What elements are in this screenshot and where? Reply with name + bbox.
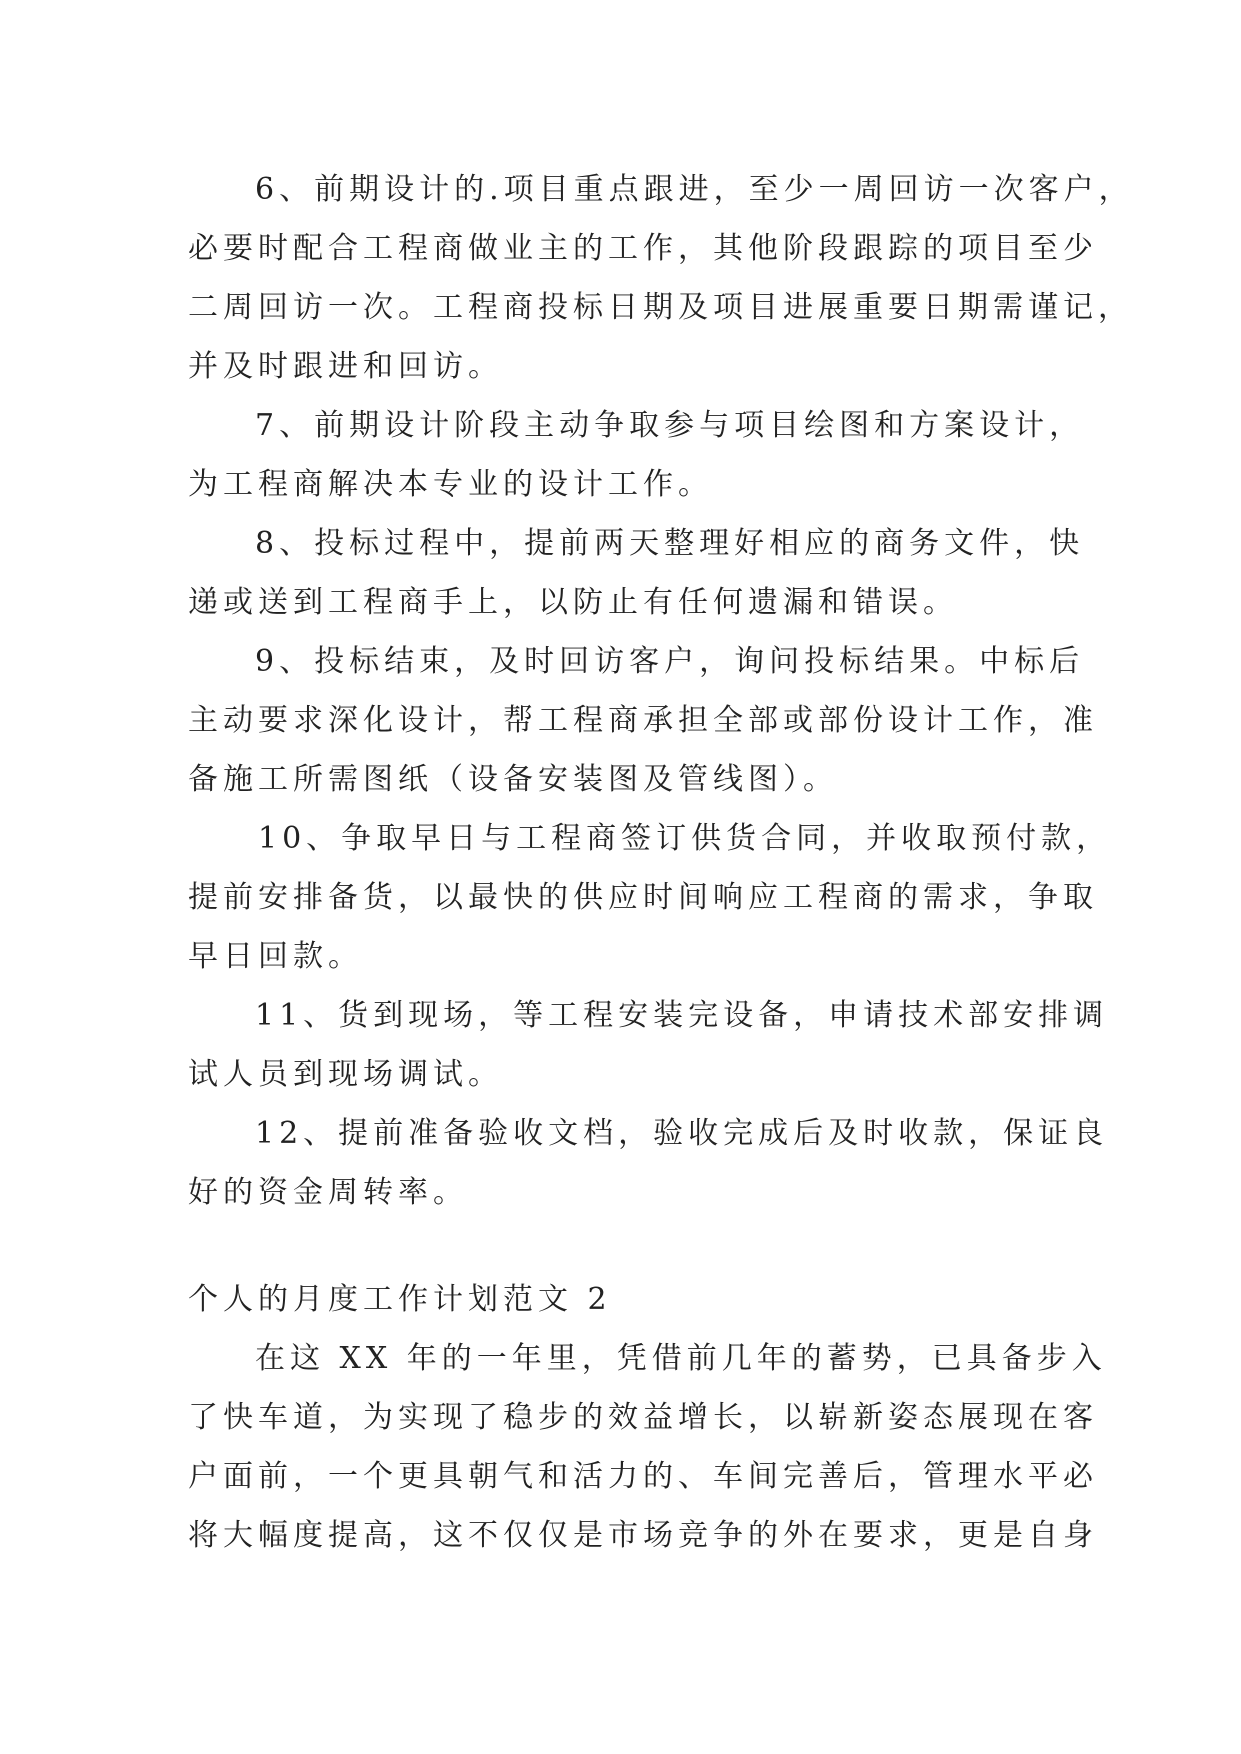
paragraph-item-12	[188, 1104, 1109, 1222]
paragraph-line: 了快车道，为实现了稳步的效益增长，以崭新姿态展现在客	[188, 1400, 1098, 1435]
paragraph-line: 10、争取早日与工程商签订供货合同，并收取预付款，	[258, 821, 1112, 856]
paragraph-line: 备施工所需图纸（设备安装图及管线图）。	[188, 762, 838, 797]
paragraph-line: 早日回款。	[188, 939, 363, 974]
paragraph-line: 递或送到工程商手上，以防止有任何遗漏和错误。	[188, 585, 958, 620]
paragraph-line: 12、提前准备验收文档，验收完成后及时收款，保证良	[255, 1116, 1109, 1151]
paragraph-line: 将大幅度提高，这不仅仅是市场竞争的外在要求，更是自身	[188, 1518, 1098, 1553]
paragraph-line: 主动要求深化设计，帮工程商承担全部或部份设计工作，准	[188, 703, 1098, 738]
section-spacer	[188, 1222, 1088, 1270]
paragraph-item-7	[188, 396, 1088, 514]
paragraph-line: 并及时跟进和回访。	[188, 349, 503, 384]
paragraph-line: 在这 XX 年的一年里，凭借前几年的蓄势，已具备步入	[255, 1341, 1107, 1376]
paragraph-line: 9、投标结束，及时回访客户，询问投标结果。中标后	[255, 644, 1085, 679]
paragraph-item-9	[188, 632, 1098, 809]
paragraph-line: 户面前，一个更具朝气和活力的、车间完善后，管理水平必	[188, 1459, 1098, 1494]
paragraph-line: 8、投标过程中，提前两天整理好相应的商务文件，快	[255, 526, 1085, 561]
paragraph-line: 提前安排备货，以最快的供应时间响应工程商的需求，争取	[188, 880, 1098, 915]
paragraph-line: 为工程商解决本专业的设计工作。	[188, 467, 713, 502]
paragraph-line: 好的资金周转率。	[188, 1175, 468, 1210]
paragraph-line: 试人员到现场调试。	[188, 1057, 503, 1092]
paragraph-item-6	[188, 160, 1134, 396]
section-paragraph	[188, 1329, 1107, 1565]
paragraph-line: 必要时配合工程商做业主的工作，其他阶段跟踪的项目至少	[188, 231, 1098, 266]
paragraph-item-10	[188, 809, 1112, 986]
paragraph-item-8	[188, 514, 1088, 632]
section-heading: 个人的月度工作计划范文 2	[188, 1282, 612, 1317]
paragraph-line: 二周回访一次。工程商投标日期及项目进展重要日期需谨记，	[188, 290, 1133, 325]
paragraph-item-11	[188, 986, 1109, 1104]
document-body	[188, 160, 1134, 1565]
paragraph-line: 6、前期设计的.项目重点跟进，至少一周回访一次客户，	[255, 172, 1134, 207]
paragraph-line: 11、货到现场，等工程安装完设备，申请技术部安排调	[255, 998, 1109, 1033]
paragraph-line: 7、前期设计阶段主动争取参与项目绘图和方案设计，	[255, 408, 1085, 443]
